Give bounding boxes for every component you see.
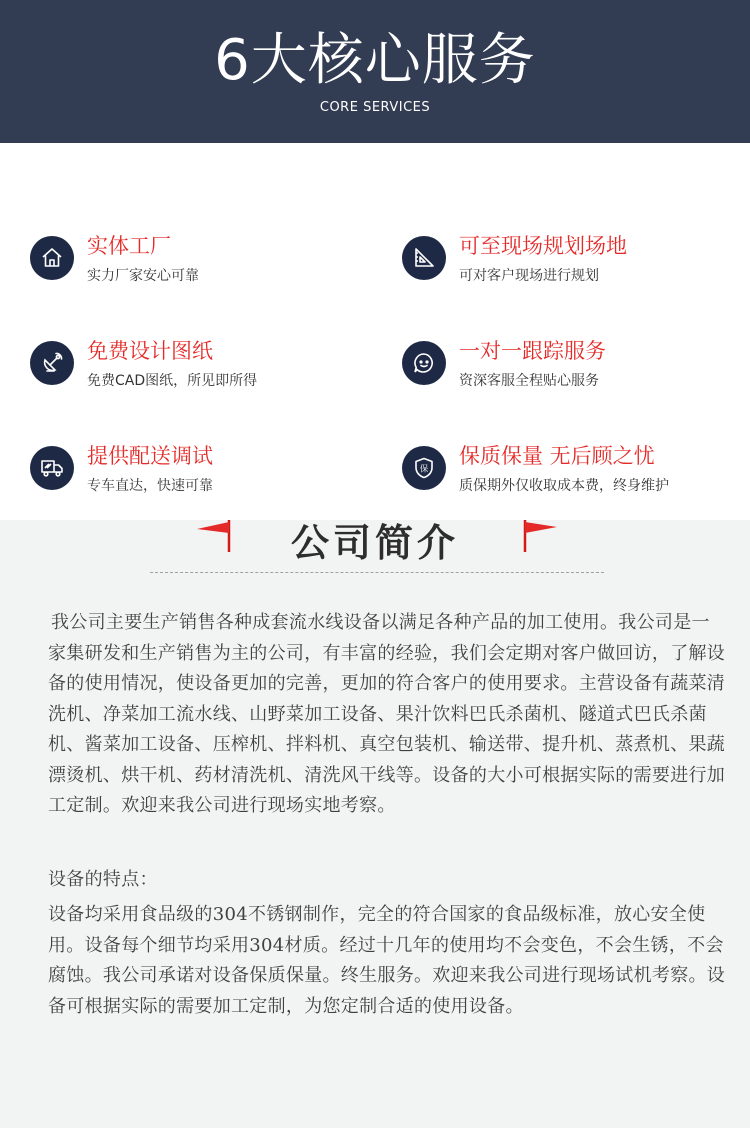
- core-services-banner: [0, 0, 750, 143]
- svg-text:保: 保: [419, 464, 429, 475]
- service-desc: 可对客户现场进行规划: [459, 268, 599, 284]
- delivery-truck-icon: [30, 446, 74, 490]
- right-flag-icon: [522, 520, 560, 554]
- service-title: 提供配送调试: [87, 444, 213, 468]
- service-item-warranty: [402, 443, 750, 503]
- service-item-delivery: [30, 443, 390, 503]
- services-grid: [0, 143, 750, 520]
- ruler-triangle-icon: [402, 236, 446, 280]
- service-desc: 专车直达，快速可靠: [87, 478, 213, 494]
- satellite-dish-icon: [30, 341, 74, 385]
- service-desc: 质保期外仅收取成本费，终身维护: [459, 478, 669, 494]
- service-title: 可至现场规划场地: [459, 234, 627, 258]
- heading-divider: [150, 572, 604, 573]
- service-title: 免费设计图纸: [87, 339, 213, 363]
- smiley-chat-icon: [402, 341, 446, 385]
- company-profile-section: [0, 520, 750, 1128]
- features-label: 设备的特点：: [48, 869, 158, 890]
- company-profile-heading: 公司简介: [290, 521, 459, 565]
- service-item-one-on-one: [402, 338, 750, 398]
- banner-subtitle: CORE SERVICES: [319, 100, 431, 115]
- features-paragraph: 设备均采用食品级的304不锈钢制作，完全的符合国家的食品级标准，放心安全使用。设备每个细节均采用304材质。经过十几年的使用均不会变色，不会生锈，不会腐蚀。我公司承诺对设备保质保量。终生服务。欢迎来我公司进行现场试机考察。设备可根据实际的需要加工定制，为您定制合适的使用设备。: [48, 904, 726, 1017]
- service-item-free-design: [30, 338, 390, 398]
- service-desc: 实力厂家安心可靠: [87, 268, 199, 284]
- house-icon: [30, 236, 74, 280]
- service-title: 实体工厂: [87, 234, 171, 258]
- service-item-factory: [30, 233, 390, 293]
- shield-guarantee-icon: [402, 446, 446, 490]
- banner-title: 6大核心服务: [214, 28, 536, 93]
- company-intro-paragraph: 我公司主要生产销售各种成套流水线设备以满足各种产品的加工使用。我公司是一家集研发和生产销售为主的公司，有丰富的经验，我们会定期对客户做回访，了解设备的使用情况，使设备更加的完善，更加的符合客户的使用要求。主营设备有蔬菜清洗机、净菜加工流水线、山野菜加工设备、果汁饮料巴氏杀菌机、隧道式巴氏杀菌机、酱菜加工设备、压榨机、拌料机、真空包装机、输送带、提升机、蒸煮机、果蔬漂烫机、烘干机、药材清洗机、清洗风干线等。设备的大小可根据实际的需要进行加工定制。欢迎来我公司进行现场实地考察。: [48, 612, 726, 816]
- service-title: 保质保量 无后顾之忧: [459, 444, 655, 468]
- service-title: 一对一跟踪服务: [459, 339, 606, 363]
- service-desc: 资深客服全程贴心服务: [459, 373, 599, 389]
- service-desc: 免费CAD图纸，所见即所得: [87, 373, 258, 389]
- service-item-site-planning: [402, 233, 750, 293]
